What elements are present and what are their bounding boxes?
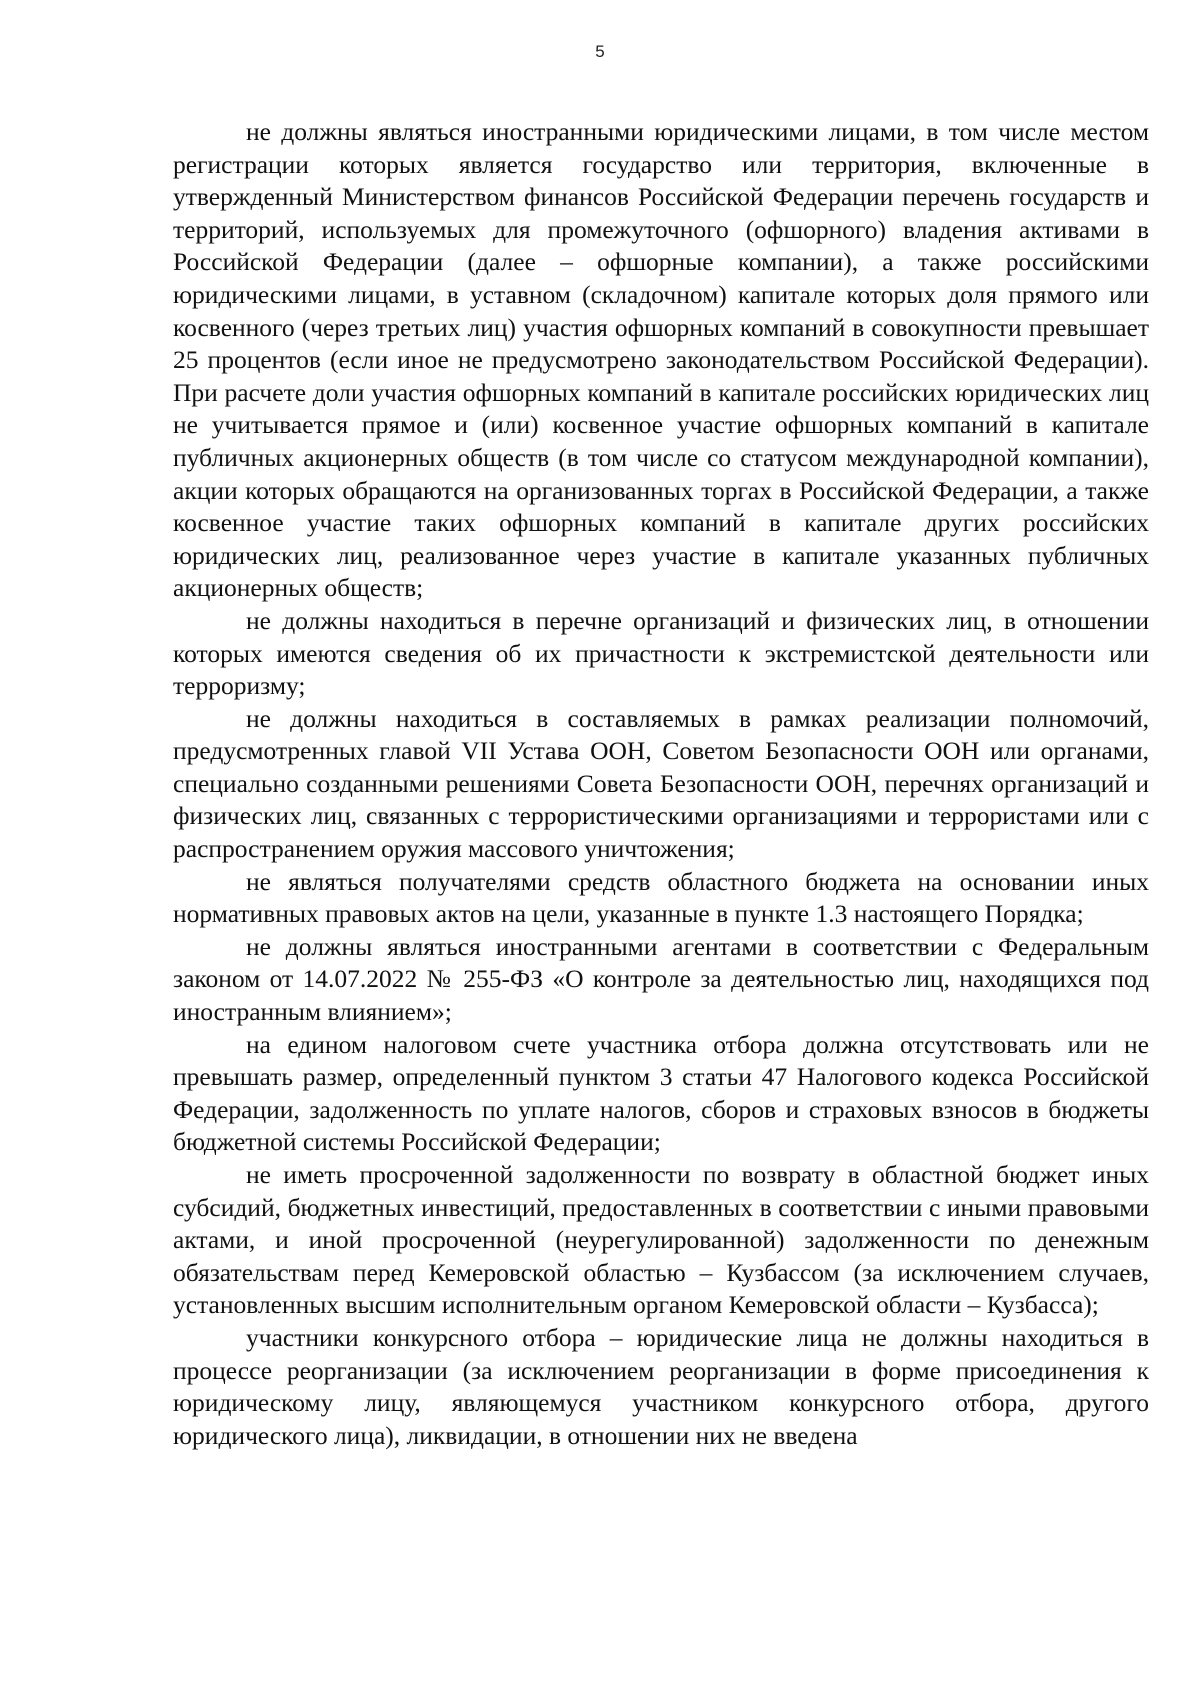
paragraph-reorganization: участники конкурсного отбора – юридические лица не должны находиться в процессе реорганизации (за исключением реорганизации в форме присоединения к юридическому лицу, являющемуся участником конкурсного отбора, другого юридического лица), ликвидации, в отношении них не введена [173, 1322, 1149, 1450]
paragraph-budget-recipients: не являться получателями средств областного бюджета на основании иных нормативных правовых актов на цели, указанные в пункте 1.3 настоящего Порядка; [173, 866, 1149, 929]
paragraph-foreign-agents: не должны являться иностранными агентами в соответствии с Федеральным законом от 14.07.2022 № 255-ФЗ «О контроле за деятельностью лиц, находящихся под иностранным влиянием»; [173, 931, 1149, 1027]
paragraph-extremism-list: не должны находиться в перечне организаций и физических лиц, в отношении которых имеются сведения об их причастности к экстремистской деятельности или терроризму; [173, 605, 1149, 701]
document-body [173, 116, 1149, 1452]
paragraph-tax-debt: на едином налоговом счете участника отбора должна отсутствовать или не превышать размер, определенный пунктом 3 статьи 47 Налогового кодекса Российской Федерации, задолженность по уплате налогов, сборов и страховых взносов в бюджеты бюджетной системы Российской Федерации; [173, 1029, 1149, 1157]
paragraph-un-security-council-lists: не должны находиться в составляемых в рамках реализации полномочий, предусмотренных главой VII Устава ООН, Советом Безопасности ООН или органами, специально созданными решениями Совета Безопасности ООН, перечнях организаций и физических лиц, связанных с террористическими организациями и террористами или с распространением оружия массового уничтожения; [173, 703, 1149, 864]
paragraph-offshore-companies: не должны являться иностранными юридическими лицами, в том числе местом регистрации которых является государство или территория, включенные в утвержденный Министерством финансов Российской Федерации перечень государств и территорий, используемых для промежуточного (офшорного) владения активами в Российской Федерации (далее – офшорные компании), а также российскими юридическими лицами, в уставном (складочном) капитале которых доля прямого или косвенного (через третьих лиц) участия офшорных компаний в совокупности превышает 25 процентов (если иное не предусмотрено законодательством Российской Федерации). При расчете доли участия офшорных компаний в капитале российских юридических лиц не учитывается прямое и (или) косвенное участие офшорных компаний в капитале публичных акционерных обществ (в том числе со статусом международной компании), акции которых обращаются на организованных торгах в Российской Федерации, а также косвенное участие таких офшорных компаний в капитале других российских юридических лиц, реализованное через участие в капитале указанных публичных акционерных обществ; [173, 117, 1149, 603]
page-number: 5 [595, 42, 605, 61]
paragraph-overdue-debt: не иметь просроченной задолженности по возврату в областной бюджет иных субсидий, бюджетных инвестиций, предоставленных в соответствии с иными правовыми актами, и иной просроченной (неурегулированной) задолженности по денежным обязательствам перед Кемеровской областью – Кузбассом (за исключением случаев, установленных высшим исполнительным органом Кемеровской области – Кузбасса); [173, 1160, 1149, 1320]
